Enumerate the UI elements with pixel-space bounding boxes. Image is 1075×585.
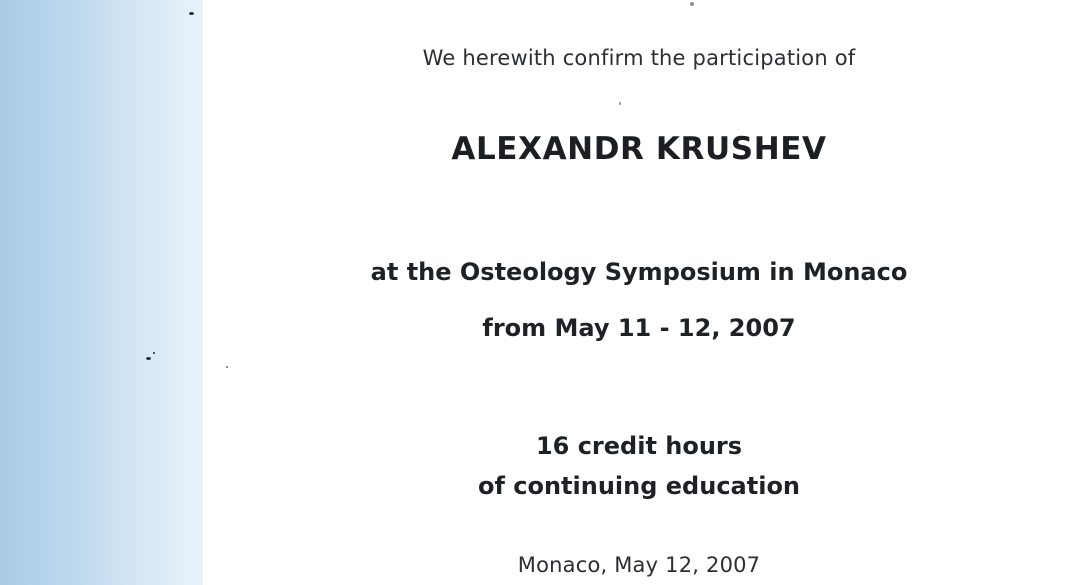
participant-name: ALEXANDR KRUSHEV: [451, 131, 827, 167]
scan-speck: [619, 102, 621, 105]
certificate-sheet: [203, 0, 1075, 585]
scan-speck: [153, 352, 155, 354]
scan-speck: [146, 357, 151, 360]
date-line: from May 11 - 12, 2007: [482, 314, 796, 342]
scan-speck: [690, 2, 694, 6]
decorative-side-band: [0, 0, 203, 585]
place-date: Monaco, May 12, 2007: [517, 553, 761, 577]
scan-speck: [226, 366, 228, 368]
intro-text: We herewith confirm the participation of: [422, 46, 856, 70]
credits-line-2: of continuing education: [477, 472, 801, 500]
scan-speck: [189, 12, 194, 15]
credits-line-1: 16 credit hours: [535, 432, 743, 460]
event-line: at the Osteology Symposium in Monaco: [370, 258, 908, 286]
